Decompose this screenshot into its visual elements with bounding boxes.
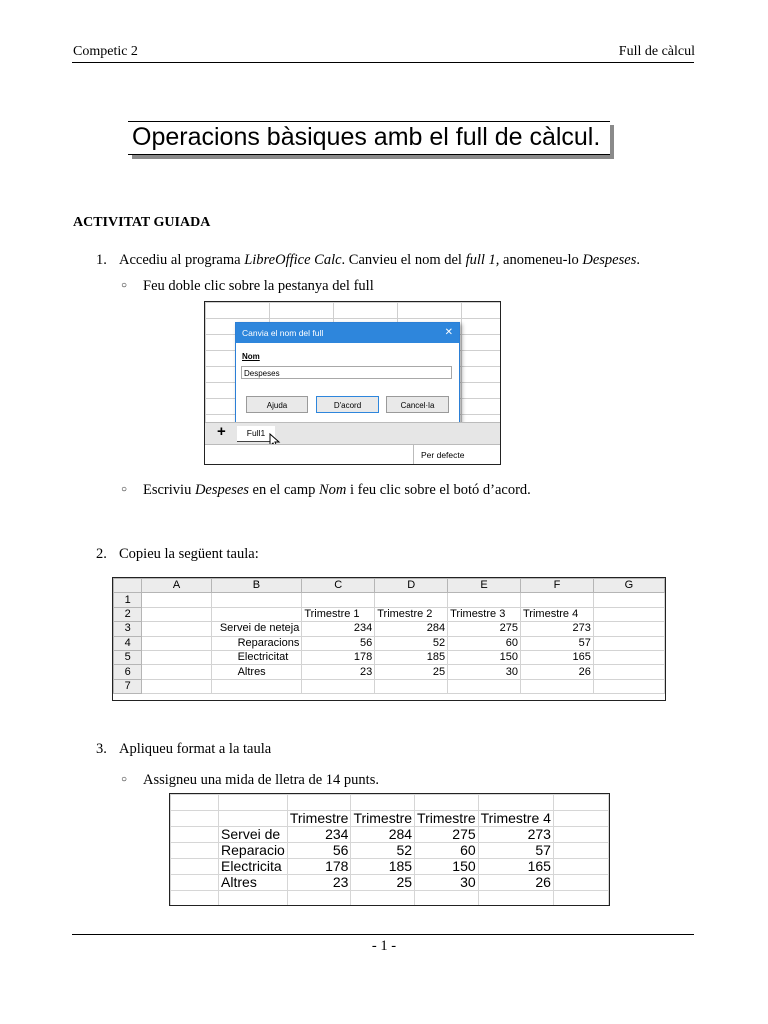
help-button[interactable]: Ajuda xyxy=(246,396,308,413)
add-sheet-icon[interactable]: + xyxy=(217,423,226,440)
title-box xyxy=(128,121,610,155)
page-number: - 1 - xyxy=(371,938,397,954)
row-header[interactable]: 6 xyxy=(114,665,142,679)
cell[interactable]: 178 xyxy=(287,859,351,875)
header-right: Full de càlcul xyxy=(618,44,695,59)
formatted-table xyxy=(170,794,609,906)
column-header[interactable]: G xyxy=(593,579,664,593)
step1-bullet2: Escriviu Despeses en el camp Nom i feu clic sobre el botó d’acord. xyxy=(143,482,531,498)
cell[interactable]: 52 xyxy=(351,843,415,859)
name-label: Nom xyxy=(242,352,260,361)
cell[interactable]: 23 xyxy=(287,875,351,891)
column-header[interactable]: E xyxy=(448,579,521,593)
cell[interactable]: Reparacio xyxy=(219,843,288,859)
row-header[interactable]: 5 xyxy=(114,650,142,664)
sheet-tab-bar xyxy=(205,422,500,445)
cell[interactable]: 26 xyxy=(478,875,553,891)
cell[interactable]: 275 xyxy=(415,827,479,843)
cell[interactable]: Servei de neteja xyxy=(211,622,302,636)
step3-text: Apliqueu format a la taula xyxy=(119,741,272,757)
cell[interactable]: 273 xyxy=(521,622,594,636)
cell[interactable]: 25 xyxy=(351,875,415,891)
cell[interactable]: 150 xyxy=(415,859,479,875)
bullet-marker: ○ xyxy=(121,484,128,495)
cancel-button[interactable]: Cancel·la xyxy=(386,396,449,413)
column-header[interactable]: F xyxy=(521,579,594,593)
page-title: Operacions bàsiques amb el full de càlcul. xyxy=(132,123,601,151)
step1-bullet1: Feu doble clic sobre la pestanya del full xyxy=(143,278,374,294)
cell[interactable]: 30 xyxy=(448,665,521,679)
cell[interactable]: 25 xyxy=(375,665,448,679)
rename-sheet-dialog xyxy=(235,322,460,426)
cell[interactable]: 185 xyxy=(375,650,448,664)
cell[interactable]: 56 xyxy=(287,843,351,859)
cell[interactable]: Electricitat xyxy=(211,650,302,664)
cell[interactable]: 165 xyxy=(521,650,594,664)
status-bar xyxy=(205,444,500,465)
column-header[interactable]: C xyxy=(302,579,375,593)
dialog-titlebar xyxy=(236,323,459,343)
bullet-marker: ○ xyxy=(121,774,128,785)
cell[interactable]: 165 xyxy=(478,859,553,875)
step1-number: 1. xyxy=(96,252,107,268)
row-header[interactable]: 1 xyxy=(114,593,142,607)
row-header[interactable]: 4 xyxy=(114,636,142,650)
close-icon[interactable]: ✕ xyxy=(444,327,453,338)
header-left: Competic 2 xyxy=(73,44,138,59)
cell[interactable]: 178 xyxy=(302,650,375,664)
cell[interactable]: Trimestre xyxy=(287,811,351,827)
cell[interactable]: Trimestre 1 xyxy=(302,607,375,621)
column-header[interactable]: A xyxy=(142,579,211,593)
step1-text: Accediu al programa LibreOffice Calc. Canvieu el nom del full 1, anomeneu-lo Despeses. xyxy=(119,252,640,268)
cell[interactable]: 23 xyxy=(302,665,375,679)
cell[interactable]: 56 xyxy=(302,636,375,650)
cell[interactable]: 273 xyxy=(478,827,553,843)
formatted-table-screenshot xyxy=(169,793,610,906)
cell[interactable]: Trimestre 4 xyxy=(521,607,594,621)
cell[interactable]: 284 xyxy=(351,827,415,843)
row-header[interactable]: 7 xyxy=(114,679,142,693)
spreadsheet-table-screenshot xyxy=(112,577,666,701)
row-header[interactable]: 3 xyxy=(114,622,142,636)
cell[interactable]: 60 xyxy=(415,843,479,859)
footer-rule xyxy=(72,934,694,935)
cell[interactable]: 234 xyxy=(302,622,375,636)
cell[interactable]: 185 xyxy=(351,859,415,875)
cell[interactable]: Electricita xyxy=(219,859,288,875)
cell[interactable]: 234 xyxy=(287,827,351,843)
cell[interactable]: Altres xyxy=(219,875,288,891)
cell[interactable]: Servei de xyxy=(219,827,288,843)
ok-button[interactable]: D'acord xyxy=(316,396,379,413)
name-input[interactable]: Despeses xyxy=(241,366,452,379)
cell[interactable]: Reparacions xyxy=(211,636,302,650)
cell[interactable]: 60 xyxy=(448,636,521,650)
cell[interactable]: Trimestre 4 xyxy=(478,811,553,827)
status-page-style: Per defecte xyxy=(421,450,465,460)
step2-text: Copieu la següent taula: xyxy=(119,546,259,562)
cell[interactable]: Trimestre 3 xyxy=(448,607,521,621)
cell[interactable]: 57 xyxy=(478,843,553,859)
section-heading: ACTIVITAT GUIADA xyxy=(73,215,211,230)
cell[interactable]: Altres xyxy=(211,665,302,679)
cell[interactable]: 150 xyxy=(448,650,521,664)
cell[interactable]: 26 xyxy=(521,665,594,679)
column-header[interactable]: B xyxy=(211,579,302,593)
cell[interactable]: 275 xyxy=(448,622,521,636)
column-header[interactable]: D xyxy=(375,579,448,593)
cell[interactable]: 30 xyxy=(415,875,479,891)
spreadsheet-table xyxy=(113,578,665,694)
step3-bullet1: Assigneu una mida de lletra de 14 punts. xyxy=(143,772,379,788)
row-header[interactable]: 2 xyxy=(114,607,142,621)
cell[interactable]: Trimestre 2 xyxy=(375,607,448,621)
step2-number: 2. xyxy=(96,546,107,562)
rename-sheet-screenshot xyxy=(204,301,501,465)
step3-number: 3. xyxy=(96,741,107,757)
sheet-tab[interactable]: Full1 xyxy=(237,426,275,442)
cell[interactable]: Trimestre xyxy=(351,811,415,827)
cell[interactable]: 284 xyxy=(375,622,448,636)
dialog-title: Canvia el nom del full xyxy=(242,328,324,338)
header-rule xyxy=(72,62,694,63)
cell[interactable]: Trimestre xyxy=(415,811,479,827)
bullet-marker: ○ xyxy=(121,280,128,291)
cell[interactable]: 52 xyxy=(375,636,448,650)
cell[interactable]: 57 xyxy=(521,636,594,650)
